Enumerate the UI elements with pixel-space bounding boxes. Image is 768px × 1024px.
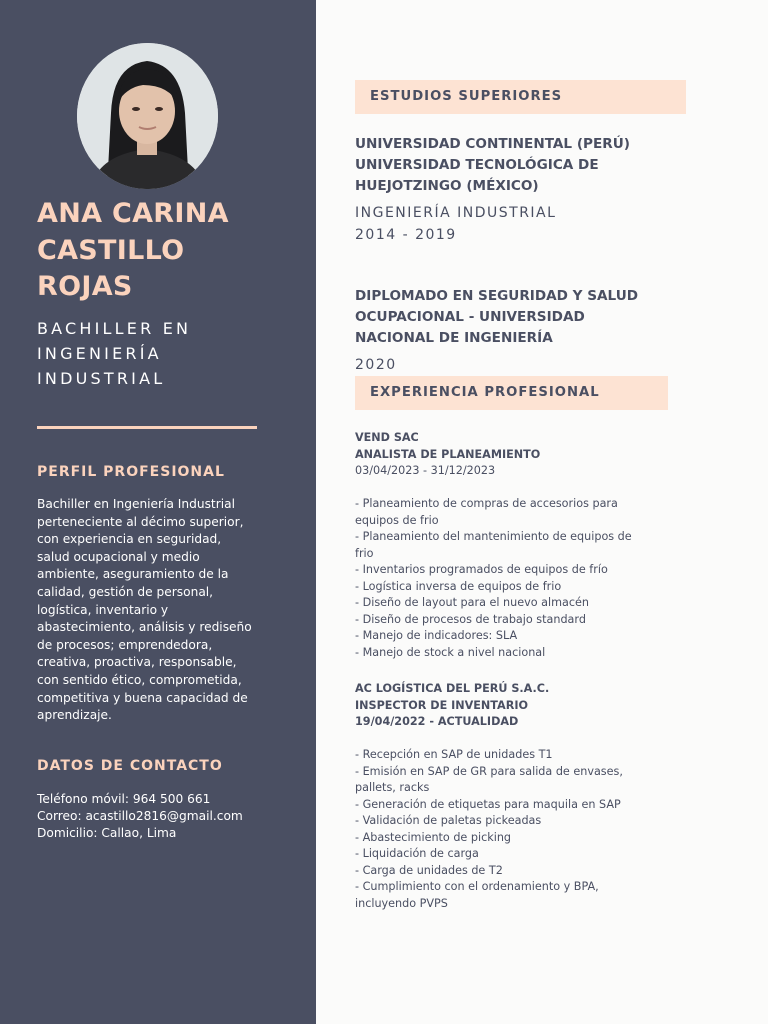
job-dates: 03/04/2023 - 31/12/2023 xyxy=(355,464,496,477)
summary-line: calidad, gestión de personal, xyxy=(37,584,214,599)
task-item: frio xyxy=(355,546,374,560)
summary-line: con sentido ético, comprometida, xyxy=(37,672,242,687)
summary-line: aprendizaje. xyxy=(37,708,112,723)
experience-heading: EXPERIENCIA PROFESIONAL xyxy=(355,376,668,410)
summary-line: abastecimiento, análisis y rediseño xyxy=(37,620,252,635)
task-item: - Manejo de indicadores: SLA xyxy=(355,629,518,642)
diploma-details xyxy=(355,354,685,376)
institution-line: HUEJOTZINGO (MÉXICO) xyxy=(355,178,539,194)
contact-phone: Teléfono móvil: 964 500 661 xyxy=(37,792,211,806)
task-item: - Liquidación de carga xyxy=(355,847,479,860)
title-line: INDUSTRIAL xyxy=(37,369,166,388)
summary-line: creativa, proactiva, responsable, xyxy=(37,655,237,670)
task-item: - Diseño de layout para el nuevo almacén xyxy=(355,596,589,609)
contact-address: Domicilio: Callao, Lima xyxy=(37,826,177,841)
institution-line: UNIVERSIDAD CONTINENTAL (PERÚ) xyxy=(355,136,631,152)
task-item: - Diseño de procesos de trabajo standard xyxy=(355,612,586,626)
job-position: INSPECTOR DE INVENTARIO xyxy=(355,698,529,712)
task-item: - Carga de unidades de T2 xyxy=(355,863,503,877)
task-item: - Inventarios programados de equipos de frío xyxy=(355,563,608,576)
education-field: INGENIERÍA INDUSTRIAL xyxy=(355,205,557,221)
task-item: - Recepción en SAP de unidades T1 xyxy=(355,748,553,761)
task-item: equipos de frio xyxy=(355,513,439,527)
task-item: - Manejo de stock a nivel nacional xyxy=(355,645,546,659)
diploma-line: NACIONAL DE INGENIERÍA xyxy=(355,330,553,346)
institution-line: UNIVERSIDAD TECNOLÓGICA DE xyxy=(355,157,599,173)
summary-line: competitiva y buena capacidad de xyxy=(37,690,248,705)
title-line: INGENIERÍA xyxy=(37,344,162,363)
summary-line: ambiente, aseguramiento de la xyxy=(37,567,229,582)
task-item: - Planeamiento de compras de accesorios para xyxy=(355,497,618,510)
name-line: CASTILLO xyxy=(37,234,185,266)
job-company: VEND SAC xyxy=(355,431,419,444)
job-entry xyxy=(355,430,685,661)
title-line: BACHILLER EN xyxy=(37,319,192,338)
job-tasks xyxy=(355,496,685,661)
task-item: - Cumplimiento con el ordenamiento y BPA, xyxy=(355,880,599,893)
diploma-line: OCUPACIONAL - UNIVERSIDAD xyxy=(355,309,585,325)
name-line: ROJAS xyxy=(37,271,133,302)
divider xyxy=(37,426,257,429)
job-entry xyxy=(355,681,685,912)
summary-line: perteneciente al décimo superior, xyxy=(37,514,244,529)
contact-details xyxy=(37,791,297,843)
task-item: pallets, racks xyxy=(355,781,430,794)
job-tasks xyxy=(355,747,685,912)
task-item: - Abastecimiento de picking xyxy=(355,830,512,844)
summary-line: salud ocupacional y medio xyxy=(37,549,200,564)
summary-line: Bachiller en Ingeniería Industrial xyxy=(37,497,235,511)
diploma-line: DIPLOMADO EN SEGURIDAD Y SALUD xyxy=(355,288,639,304)
task-item: - Emisión en SAP de GR para salida de envases, xyxy=(355,764,623,778)
summary-line: de procesos; emprendedora, xyxy=(37,637,213,652)
job-company: AC LOGÍSTICA DEL PERÚ S.A.C. xyxy=(355,682,550,695)
summary-line: logística, inventario y xyxy=(37,602,169,617)
education-heading: ESTUDIOS SUPERIORES xyxy=(355,80,686,114)
summary-line: con experiencia en seguridad, xyxy=(37,532,222,547)
contact-heading: DATOS DE CONTACTO xyxy=(37,758,223,774)
education-details xyxy=(355,202,685,246)
education-institution xyxy=(355,134,665,197)
task-item: - Generación de etiquetas para maquila en SAP xyxy=(355,797,621,811)
sidebar xyxy=(0,0,316,1024)
profile-photo xyxy=(77,43,218,189)
candidate-title xyxy=(37,316,297,391)
profile-heading: PERFIL PROFESIONAL xyxy=(37,464,225,480)
name-line: ANA CARINA xyxy=(37,198,229,229)
profile-photo-graphic xyxy=(77,43,218,189)
task-item: incluyendo PVPS xyxy=(355,896,448,910)
task-item: - Validación de paletas pickeadas xyxy=(355,814,542,827)
contact-email: Correo: acastillo2816@gmail.com xyxy=(37,809,243,824)
task-item: - Planeamiento del mantenimiento de equipos de xyxy=(355,530,632,543)
profile-summary xyxy=(37,496,259,725)
job-position: ANALISTA DE PLANEAMIENTO xyxy=(355,447,541,461)
education-years: 2014 - 2019 xyxy=(355,227,457,243)
diploma-title xyxy=(355,286,665,349)
job-dates: 19/04/2022 - ACTUALIDAD xyxy=(355,715,519,728)
candidate-name xyxy=(37,196,297,306)
diploma-years: 2020 xyxy=(355,357,397,373)
task-item: - Logística inversa de equipos de frio xyxy=(355,579,562,593)
